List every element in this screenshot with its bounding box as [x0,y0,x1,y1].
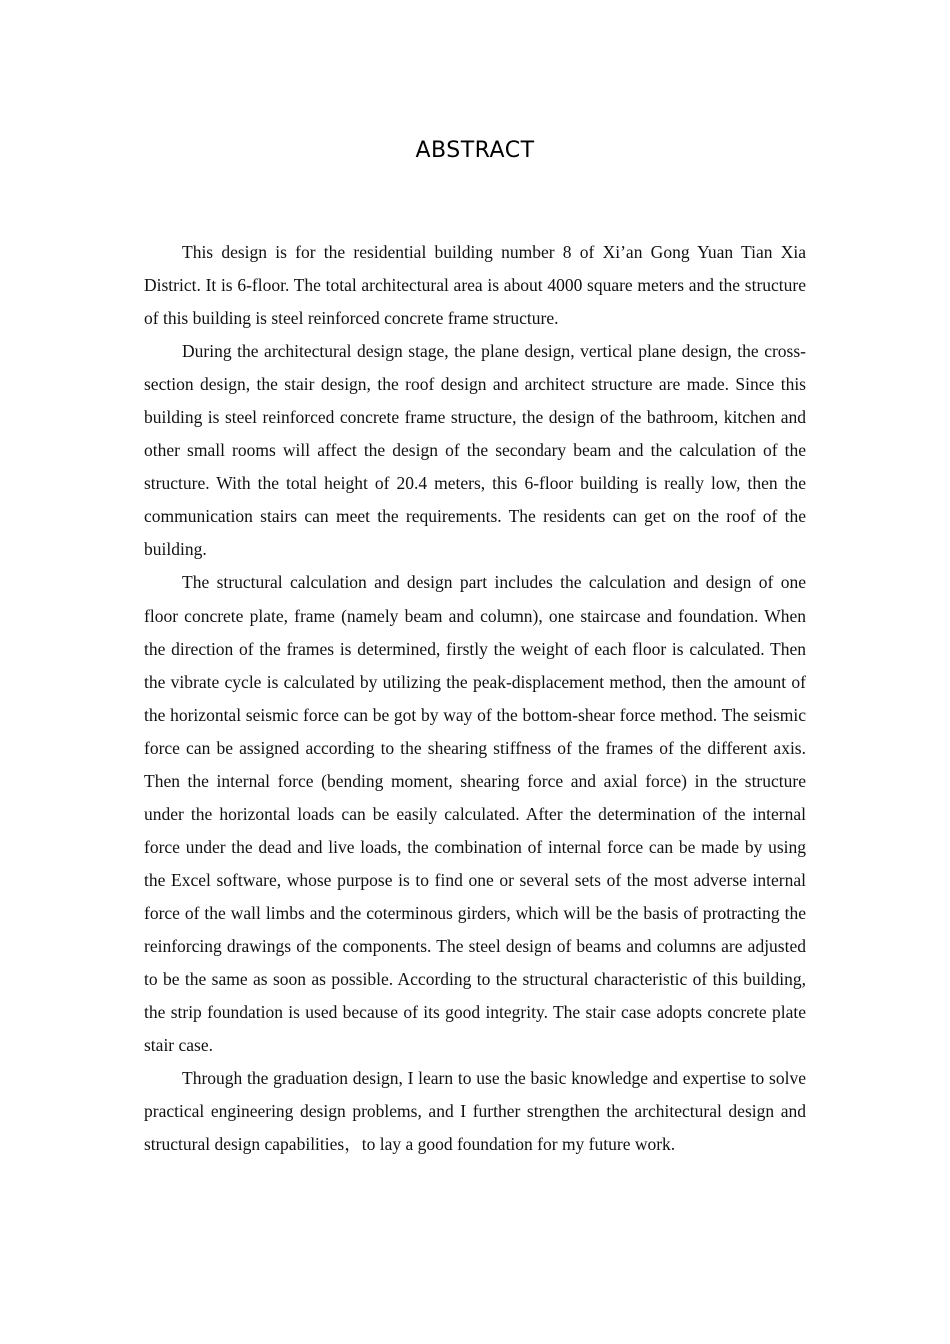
page-title: ABSTRACT [415,138,535,163]
paragraph-2: During the architectural design stage, the plane design, vertical plane design, the cross-section design, the stair design, the roof design and architect structure are made. Since this building is steel reinforced concrete frame structure, the design of the bathroom, kitchen and other small rooms will affect the design of the secondary beam and the calculation of the structure. With the total height of 20.4 meters, this 6-floor building is really low, then the communication stairs can meet the requirements. The residents can get on the roof of the building. [144,341,806,560]
paragraph-1: This design is for the residential building number 8 of Xi’an Gong Yuan Tian Xia District. It is 6-floor. The total architectural area is about 4000 square meters and the structure of this building is steel reinforced concrete frame structure. [144,242,806,329]
paragraph-4: Through the graduation design, I learn to use the basic knowledge and expertise to solve practical engineering design problems, and I further strengthen the architectural design and structural design capabilities，to lay a good foundation for my future work. [144,1068,806,1155]
paragraph-3: The structural calculation and design part includes the calculation and design of one floor concrete plate, frame (namely beam and column), one staircase and foundation. When the direction of the frames is determined, firstly the weight of each floor is calculated. Then the vibrate cycle is calculated by utilizing the peak-displacement method, then the amount of the horizontal seismic force can be got by way of the bottom-shear force method. The seismic force can be assigned according to the shearing stiffness of the frames of the different axis. Then the internal force (bending moment, shearing force and axial force) in the structure under the horizontal loads can be easily calculated. After the determination of the internal force under the dead and live loads, the combination of internal force can be made by using the Excel software, whose purpose is to find one or several sets of the most adverse internal force of the wall limbs and the coterminous girders, which will be the basis of protracting the reinforcing drawings of the components. The steel design of beams and columns are adjusted to be the same as soon as possible. According to the structural characteristic of this building, the strip foundation is used because of its good integrity. The stair case adopts concrete plate stair case. [144,572,806,1056]
abstract-body [144,236,806,1161]
